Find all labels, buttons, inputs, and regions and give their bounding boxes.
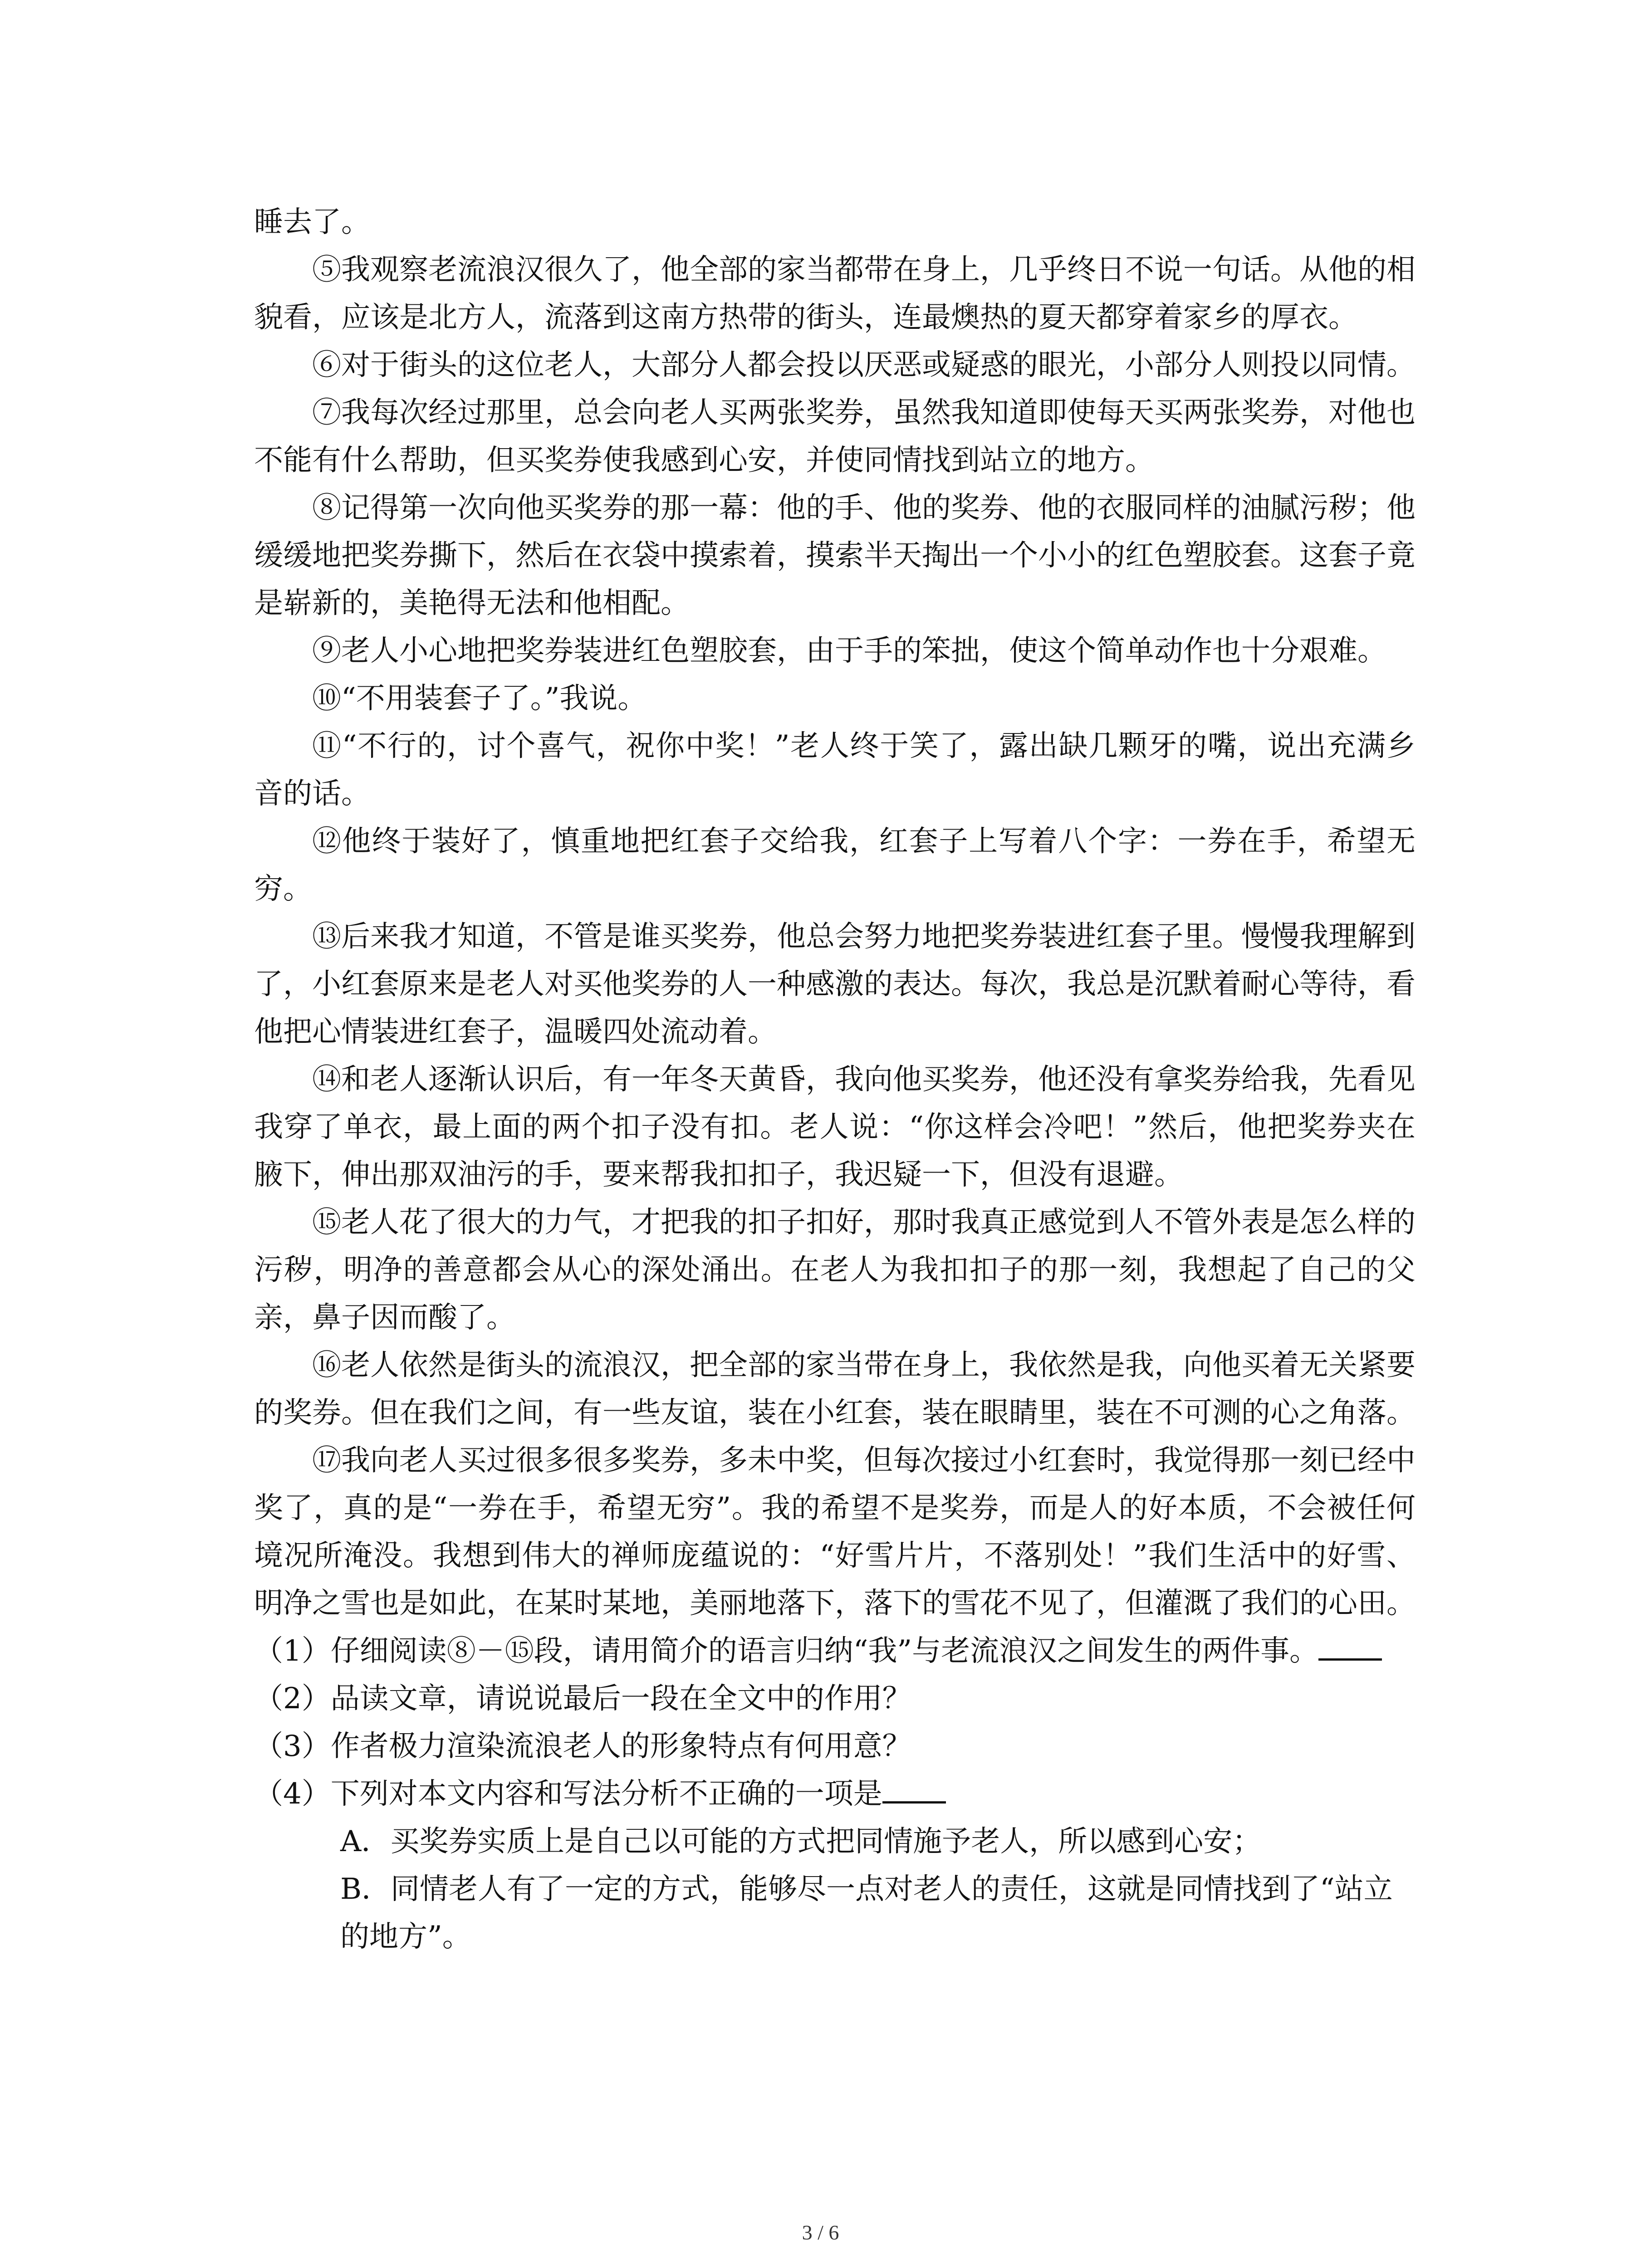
paragraph-16: ⑯老人依然是街头的流浪汉，把全部的家当带在身上，我依然是我，向他买着无关紧要的奖券。但在我们之间，有一些友谊，装在小红套，装在眼睛里，装在不可测的心之角落。 — [254, 1349, 1416, 1430]
question-3: （3）作者极力渲染流浪老人的形象特点有何用意？ — [254, 1730, 911, 1763]
paragraph-15: ⑮老人花了很大的力气，才把我的扣子扣好，那时我真正感觉到人不管外表是怎么样的污秽，明净的善意都会从心的深处涌出。在老人为我扣扣子的那一刻，我想起了自己的父亲，鼻子因而酸了。 — [254, 1206, 1416, 1334]
answer-blank-1[interactable] — [1318, 1631, 1382, 1661]
question-4 — [254, 1770, 1416, 1818]
question-4-text: （4）下列对本文内容和写法分析不正确的一项是 — [254, 1777, 882, 1811]
paragraph-9: ⑨老人小心地把奖券装进红色塑胶套，由于手的笨拙，使这个简单动作也十分艰难。 — [312, 634, 1386, 668]
question-2: （2）品读文章，请说说最后一段在全文中的作用？ — [254, 1682, 911, 1716]
paragraph-5: ⑤我观察老流浪汉很久了，他全部的家当都带在身上，几乎终日不说一句话。从他的相貌看，应该是北方人，流落到这南方热带的街头，连最燠热的夏天都穿着家乡的厚衣。 — [254, 253, 1416, 334]
paragraph-17: ⑰我向老人买过很多很多奖券，多未中奖，但每次接过小红套时，我觉得那一刻已经中奖了，真的是“一券在手，希望无穷”。我的希望不是奖券，而是人的好本质，不会被任何境况所淹没。我想到伟大的禅师庞蕴说的：“好雪片片，不落别处！”我们生活中的好雪、明净之雪也是如此，在某时某地，美丽地落下，落下的雪花不见了，但灌溉了我们的心田。 — [254, 1444, 1416, 1620]
answer-blank-4[interactable] — [882, 1774, 946, 1804]
paragraph-11: ⑪“不行的，讨个喜气，祝你中奖！”老人终于笑了，露出缺几颗牙的嘴，说出充满乡音的话。 — [254, 729, 1416, 811]
paragraph-12: ⑫他终于装好了，慎重地把红套子交给我，红套子上写着八个字：一券在手，希望无穷。 — [254, 825, 1416, 906]
paragraph-6: ⑥对于街头的这位老人，大部分人都会投以厌恶或疑惑的眼光，小部分人则投以同情。 — [312, 348, 1416, 382]
paragraph-7: ⑦我每次经过那里，总会向老人买两张奖券，虽然我知道即使每天买两张奖券，对他也不能有什么帮助，但买奖券使我感到心安，并使同情找到站立的地方。 — [254, 396, 1416, 477]
paragraph-13: ⑬后来我才知道，不管是谁买奖券，他总会努力地把奖券装进红套子里。慢慢我理解到了，小红套原来是老人对买他奖券的人一种感激的表达。每次，我总是沉默着耐心等待，看他把心情装进红套子，温暖四处流动着。 — [254, 920, 1416, 1049]
page-number: 3 / 6 — [802, 2221, 839, 2244]
question-1 — [254, 1628, 1416, 1675]
paragraph-continuation: 睡去了。 — [254, 205, 370, 239]
question-1-text: （1）仔细阅读⑧－⑮段，请用简介的语言归纳“我”与老流浪汉之间发生的两件事。 — [254, 1634, 1319, 1668]
option-b: B．同情老人有了一定的方式，能够尽一点对老人的责任，这就是同情找到了“站立的地方”。 — [340, 1872, 1393, 1954]
paragraph-14: ⑭和老人逐渐认识后，有一年冬天黄昏，我向他买奖券，他还没有拿奖券给我，先看见我穿了单衣，最上面的两个扣子没有扣。老人说：“你这样会冷吧！”然后，他把奖券夹在腋下，伸出那双油污的手，要来帮我扣扣子，我迟疑一下，但没有退避。 — [254, 1063, 1416, 1192]
paragraph-8: ⑧记得第一次向他买奖券的那一幕：他的手、他的奖券、他的衣服同样的油腻污秽；他缓缓地把奖券撕下，然后在衣袋中摸索着，摸索半天掏出一个小小的红色塑胶套。这套子竟是崭新的，美艳得无法和他相配。 — [254, 491, 1416, 620]
paragraph-10: ⑩“不用装套子了。”我说。 — [312, 682, 647, 715]
article-body — [254, 199, 1416, 1961]
option-a: A．买奖券实质上是自己以可能的方式把同情施予老人，所以感到心安； — [340, 1825, 1262, 1858]
